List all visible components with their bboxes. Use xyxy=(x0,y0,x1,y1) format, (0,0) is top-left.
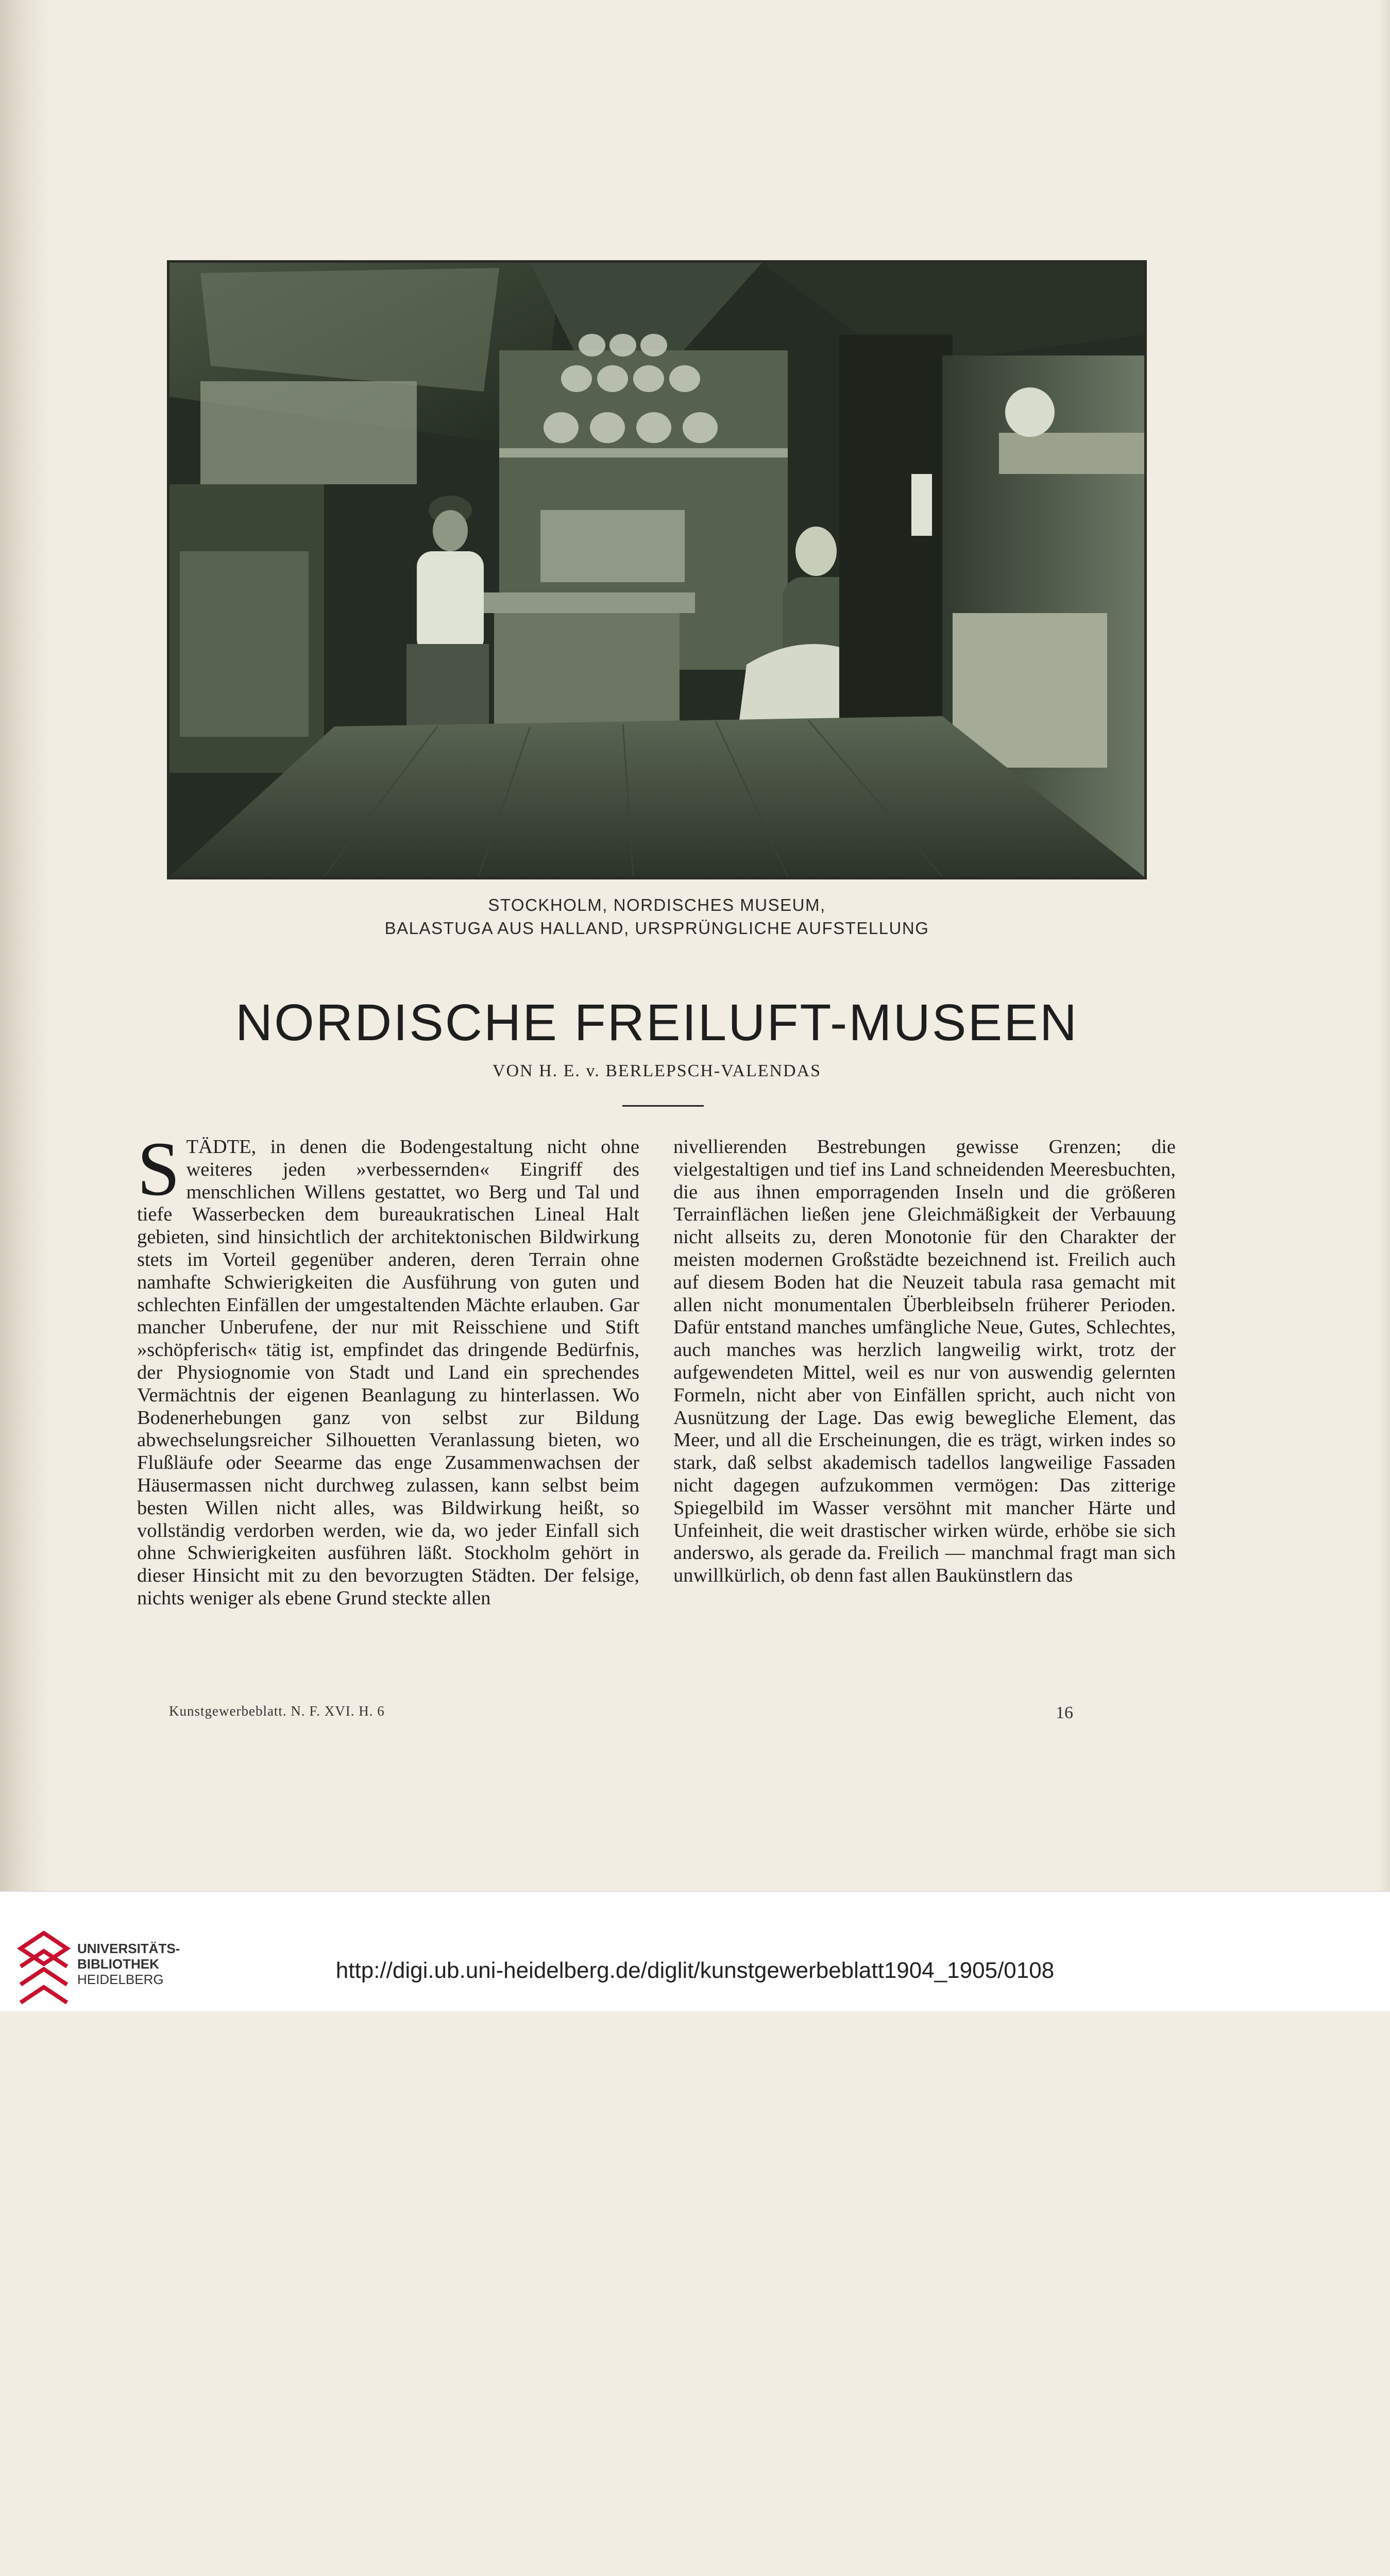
journal-footer: Kunstgewerbeblatt. N. F. XVI. H. 6 xyxy=(169,1703,385,1719)
library-name-line3: HEIDELBERG xyxy=(77,1972,164,1987)
page-number: 16 xyxy=(1056,1703,1073,1722)
article-byline: VON H. E. v. BERLEPSCH-VALENDAS xyxy=(492,1061,822,1080)
right-column-text: nivellierenden Bestrebungen gewisse Grenzen; die vielgestaltigen und tief ins Land schneidenden Meeresbuchten, die aus ihnen emporragenden Inseln und die größeren Terrainflächen ließen jene Gleichmäßigkeit der Verbauung nicht allseits zu, deren Monotonie für den Charakter der meisten modernen Großstädte bezeichnend ist. Freilich auch auf diesem Boden hat die Neuzeit tabula rasa gemacht mit allen nicht monumentalen Überbleibseln früherer Perioden. Dafür entstand manches umfängliche Neue, Gutes, Schlechtes, auch manches was herzlich langweilig wirkt, trotz der aufgewendeten Mittel, weil es nur von auswendig gelernten Formeln, nicht aber von Einfällen spricht, auch nicht von Ausnützung der Lage. Das ewig bewegliche Element, das Meer, und all die Erscheinungen, die es trägt, wirken indes so stark, daß selbst akademisch tadellos langweilige Fassaden nicht dagegen aufzukommen vermögen: Das zitterige Spiegelbild im Wasser versöhnt mit mancher Härte und Unfeinheit, die weit drastischer wirken würde, erhöbe sie sich anderswo, als gerade da. Freilich — manchmal fragt man sich unwillkürlich, ob denn fast allen Baukünstlern das xyxy=(673,1136,1176,1587)
drop-cap: S xyxy=(137,1126,180,1212)
book-spine-shadow xyxy=(0,0,49,1891)
photo-caption-line1: STOCKHOLM, NORDISCHES MUSEUM, xyxy=(488,895,826,914)
title-rule xyxy=(622,1105,704,1107)
text-column-left xyxy=(137,1126,639,1610)
library-name-line1: UNIVERSITÄTS- xyxy=(77,1941,180,1956)
text-column-right xyxy=(673,1136,1176,1587)
library-name-line2: BIBLIOTHEK xyxy=(77,1956,159,1972)
photo-illustration xyxy=(169,263,1144,877)
digitization-bar xyxy=(0,1891,1390,2011)
interior-photograph xyxy=(167,260,1147,879)
left-column-text: TÄDTE, in denen die Bodengestaltung nicht ohne weiteres jeden »verbessernden« Eingriff des menschlichen Willens gestattet, wo Berg und Tal und tiefe Wasserbecken dem bureaukratischen Lineal Halt gebieten, sind hinsichtlich der architektonischen Bildwirkung stets im Vorteil gegenüber anderen, deren Terrain ohne namhafte Schwierigkeiten die Ausführung von guten und schlechten Einfällen der umgestaltenden Mächte erlauben. Gar mancher Unberufene, der nur mit Reisschiene und Stift »schöpferisch« tätig ist, empfindet das dringende Bedürfnis, der Physiognomie von Stadt und Land ein sprechendes Vermächtnis der eigenen Beanlagung zu hinterlassen. Wo Bodenerhebungen ganz von selbst zur Bildung abwechselungsreicher Silhouetten Veranlassung bieten, wo Flußläufe oder Seearme das enge Zusammenwachsen der Häusermassen nicht durchweg zulassen, kann selbst beim besten Willen nicht alles, was Bildwirkung heißt, so vollständig verdorben werden, wie da, wo jeder Einfall sich ohne Schwierigkeiten ausführen läßt. Stockholm gehört in dieser Hinsicht mit zu den bevorzugten Städten. Der felsige, nichts weniger als ebene Grund steckte allen xyxy=(137,1136,639,1609)
article-title: NORDISCHE FREILUFT-MUSEEN xyxy=(235,994,1079,1052)
photo-caption-line2: BALASTUGA AUS HALLAND, URSPRÜNGLICHE AUFSTELLUNG xyxy=(384,919,929,938)
page-edge xyxy=(1379,0,1390,1891)
permalink-url[interactable]: http://digi.ub.uni-heidelberg.de/diglit/kunstgewerbeblatt1904_1905/0108 xyxy=(335,1958,1055,1983)
